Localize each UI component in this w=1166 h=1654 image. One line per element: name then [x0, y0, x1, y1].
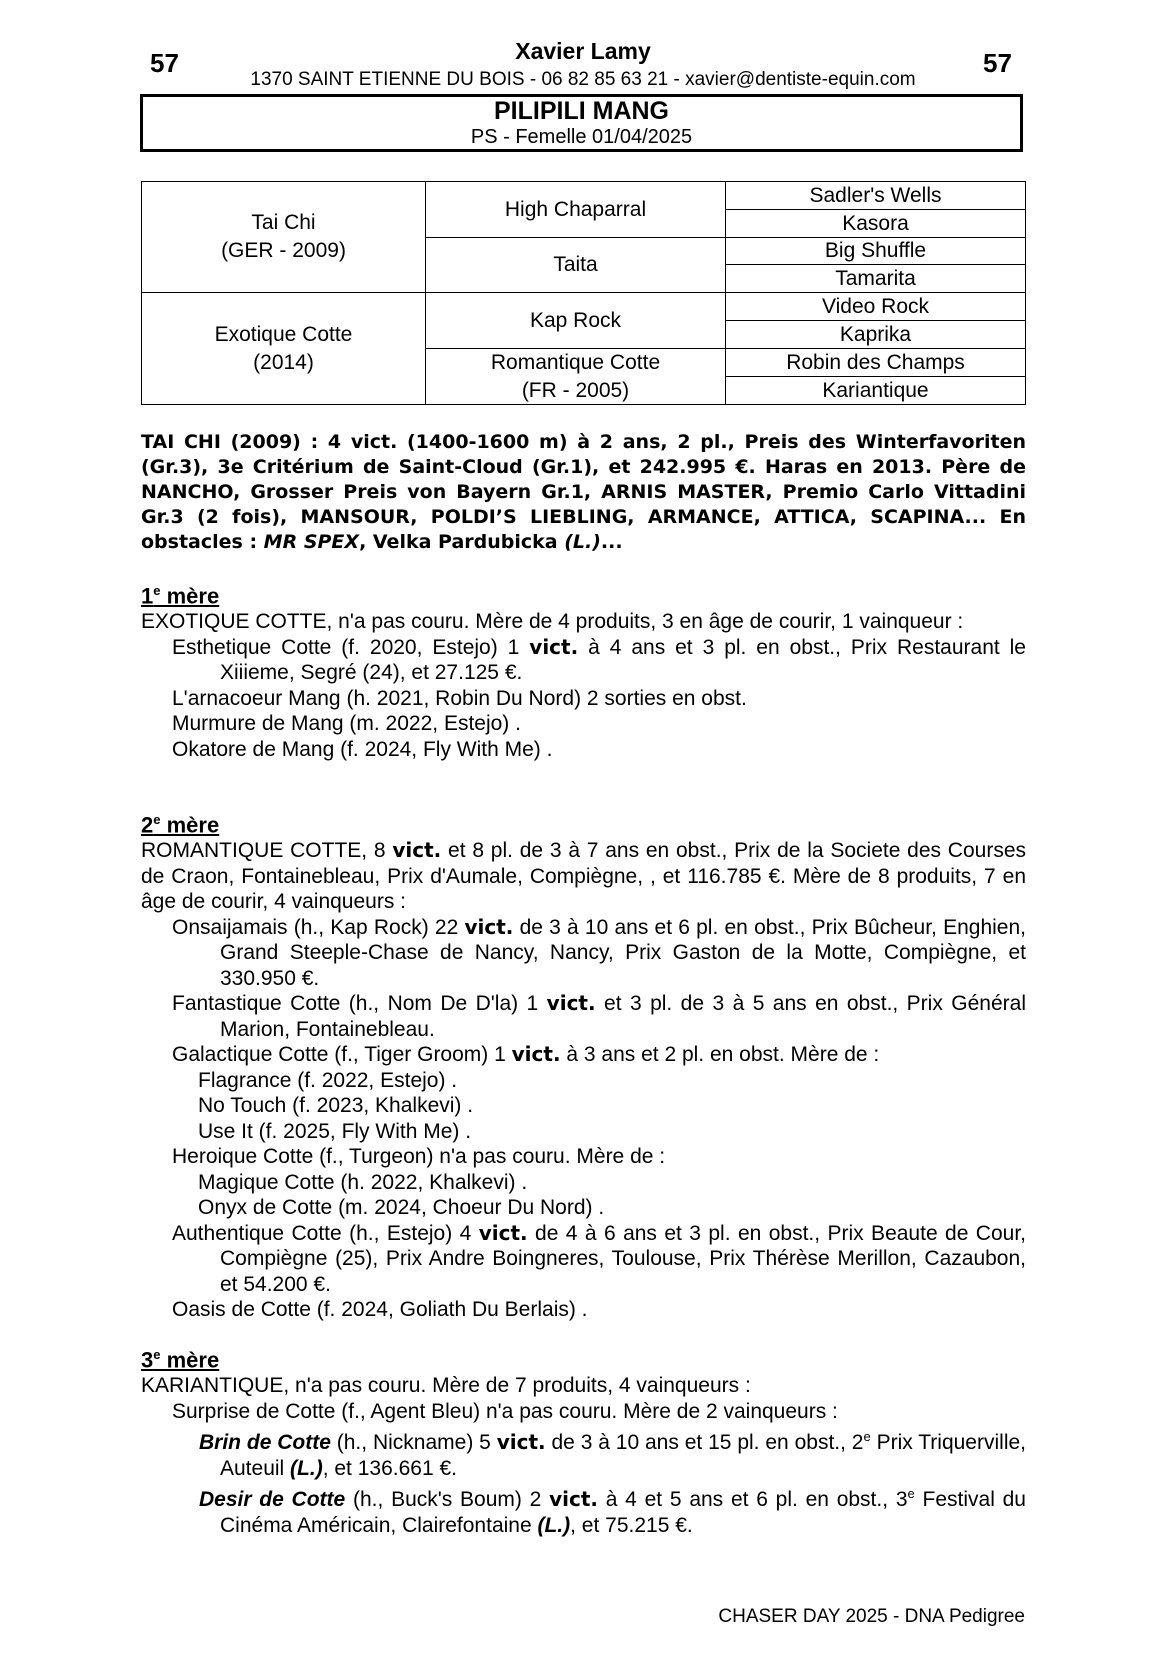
grand-produce-winner: Brin de Cotte (h., Nickname) 5 vict. de 3 à 10 ans et 15 pl. en obst., 2e Prix Triquerville, Auteuil (L.), et 136.661 €. — [199, 1429, 1026, 1480]
horse-name: PILIPILI MANG — [494, 97, 669, 125]
pedigree-gen3-4: Tamarita — [725, 264, 1026, 293]
grand-produce: Use It (f. 2025, Fly With Me) . — [198, 1119, 472, 1143]
first-dam-produce: Murmure de Mang (m. 2022, Estejo) . — [172, 712, 521, 736]
pedigree-gen3-6: Kaprika — [725, 320, 1026, 349]
third-dam-intro: KARIANTIQUE, n'a pas couru. Mère de 7 produits, 4 vainqueurs : — [141, 1374, 751, 1398]
horse-title-box — [140, 94, 1023, 152]
pedigree-dam-sire: Kap Rock — [425, 292, 726, 349]
second-dam-intro: ROMANTIQUE COTTE, 8 vict. et 8 pl. de 3 à 7 ans en obst., Prix de la Societe des Courses de Craon, Fontainebleau, Prix d'Aumale, Compiègne, , et 116.785 €. Mère de 8 produits, 7 en âge de courir, 4 vainqueurs : — [141, 838, 1026, 914]
second-dam-produce: Heroique Cotte (f., Turgeon) n'a pas couru. Mère de : — [172, 1145, 666, 1169]
pedigree-dam: Exotique Cotte (2014) — [141, 292, 426, 405]
second-dam-heading: 2e mère — [141, 812, 220, 838]
first-dam-intro: EXOTIQUE COTTE, n'a pas couru. Mère de 4 produits, 3 en âge de courir, 1 vainqueur : — [141, 610, 964, 634]
pedigree-table — [141, 181, 1026, 405]
pedigree-gen3-7: Robin des Champs — [725, 348, 1026, 377]
pedigree-sire-dam: Taita — [425, 237, 726, 293]
first-dam-heading: 1e mère — [141, 583, 220, 609]
pedigree-dam-dam: Romantique Cotte (FR - 2005) — [425, 348, 726, 405]
grand-produce: No Touch (f. 2023, Khalkevi) . — [198, 1094, 474, 1118]
second-dam-section — [141, 807, 1026, 1323]
first-dam-produce: Okatore de Mang (f. 2024, Fly With Me) . — [172, 737, 553, 761]
consignor-address: 1370 SAINT ETIENNE DU BOIS - 06 82 85 63 21 - xavier@dentiste-equin.com — [250, 69, 916, 90]
page-footer: CHASER DAY 2025 - DNA Pedigree — [718, 1606, 1025, 1627]
grand-produce: Flagrance (f. 2022, Estejo) . — [198, 1068, 458, 1092]
first-dam-produce: L'arnacoeur Mang (h. 2021, Robin Du Nord) 2 sorties en obst. — [172, 686, 747, 710]
lot-number-left: 57 — [150, 48, 179, 78]
sire-summary: TAI CHI (2009) : 4 vict. (1400-1600 m) à 2 ans, 2 pl., Preis des Winterfavoriten (Gr.3), 3e Critérium de Saint-Cloud (Gr.1), et 242.995 €. Haras en 2013. Père de NANCHO, Grosser Preis von Bayern Gr.1, ARNIS MASTER, Premio Carlo Vittadini Gr.3 (2 fois), MANSOUR, POLDI’S LIEBLING, ARMANCE, ATTICA, SCAPINA... En obstacles : MR SPEX, Velka Pardubicka (L.)... — [141, 431, 1026, 553]
pedigree-gen3-3: Big Shuffle — [725, 237, 1026, 265]
third-dam-heading: 3e mère — [141, 1347, 220, 1373]
sire-summary-italic-horse: MR SPEX — [263, 531, 360, 553]
second-dam-produce: Fantastique Cotte (h., Nom De D'la) 1 vict. et 3 pl. de 3 à 5 ans en obst., Prix Général Marion, Fontainebleau. — [172, 991, 1026, 1041]
grand-produce: Onyx de Cotte (m. 2024, Choeur Du Nord) . — [198, 1196, 605, 1220]
grand-produce-winner: Desir de Cotte (h., Buck's Boum) 2 vict. à 4 et 5 ans et 6 pl. en obst., 3e Festival du Cinéma Américain, Clairefontaine (L.), et 75.215 €. — [199, 1486, 1026, 1537]
consignor-name: Xavier Lamy — [515, 38, 651, 64]
third-dam-section — [141, 1342, 1026, 1538]
pedigree-gen3-1: Sadler's Wells — [725, 181, 1026, 210]
lot-number-right: 57 — [983, 48, 1012, 78]
pedigree-sire-sire: High Chaparral — [425, 181, 726, 238]
second-dam-produce: Onsaijamais (h., Kap Rock) 22 vict. de 3 à 10 ans et 6 pl. en obst., Prix Bûcheur, Enghien, Grand Steeple-Chase de Nancy, Nancy, Prix Gaston de la Motte, Compiègne, et 330.950 €. — [172, 914, 1026, 990]
first-dam-produce: Esthetique Cotte (f. 2020, Estejo) 1 vict. à 4 ans et 3 pl. en obst., Prix Restaurant le Xiiieme, Segré (24), et 27.125 €. — [172, 634, 1026, 685]
pedigree-sire: Tai Chi (GER - 2009) — [141, 181, 426, 293]
pedigree-gen3-2: Kasora — [725, 209, 1026, 238]
second-dam-produce: Galactique Cotte (f., Tiger Groom) 1 vict. à 3 ans et 2 pl. en obst. Mère de : — [172, 1042, 880, 1067]
second-dam-produce: Oasis de Cotte (f. 2024, Goliath Du Berlais) . — [172, 1298, 588, 1322]
pedigree-gen3-5: Video Rock — [725, 292, 1026, 321]
horse-info: PS - Femelle 01/04/2025 — [470, 126, 693, 148]
pedigree-gen3-8: Kariantique — [725, 376, 1026, 405]
first-dam-section — [141, 578, 1026, 762]
third-dam-produce: Surprise de Cotte (f., Agent Bleu) n'a pas couru. Mère de 2 vainqueurs : — [172, 1399, 838, 1423]
grand-produce: Magique Cotte (h. 2022, Khalkevi) . — [198, 1170, 528, 1194]
second-dam-produce: Authentique Cotte (h., Estejo) 4 vict. de 4 à 6 ans et 3 pl. en obst., Prix Beaute de Cour, Compiègne (25), Prix Andre Boingneres, Toulouse, Prix Thérèse Merillon, Cazaubon, et 54.200 €. — [172, 1220, 1026, 1296]
